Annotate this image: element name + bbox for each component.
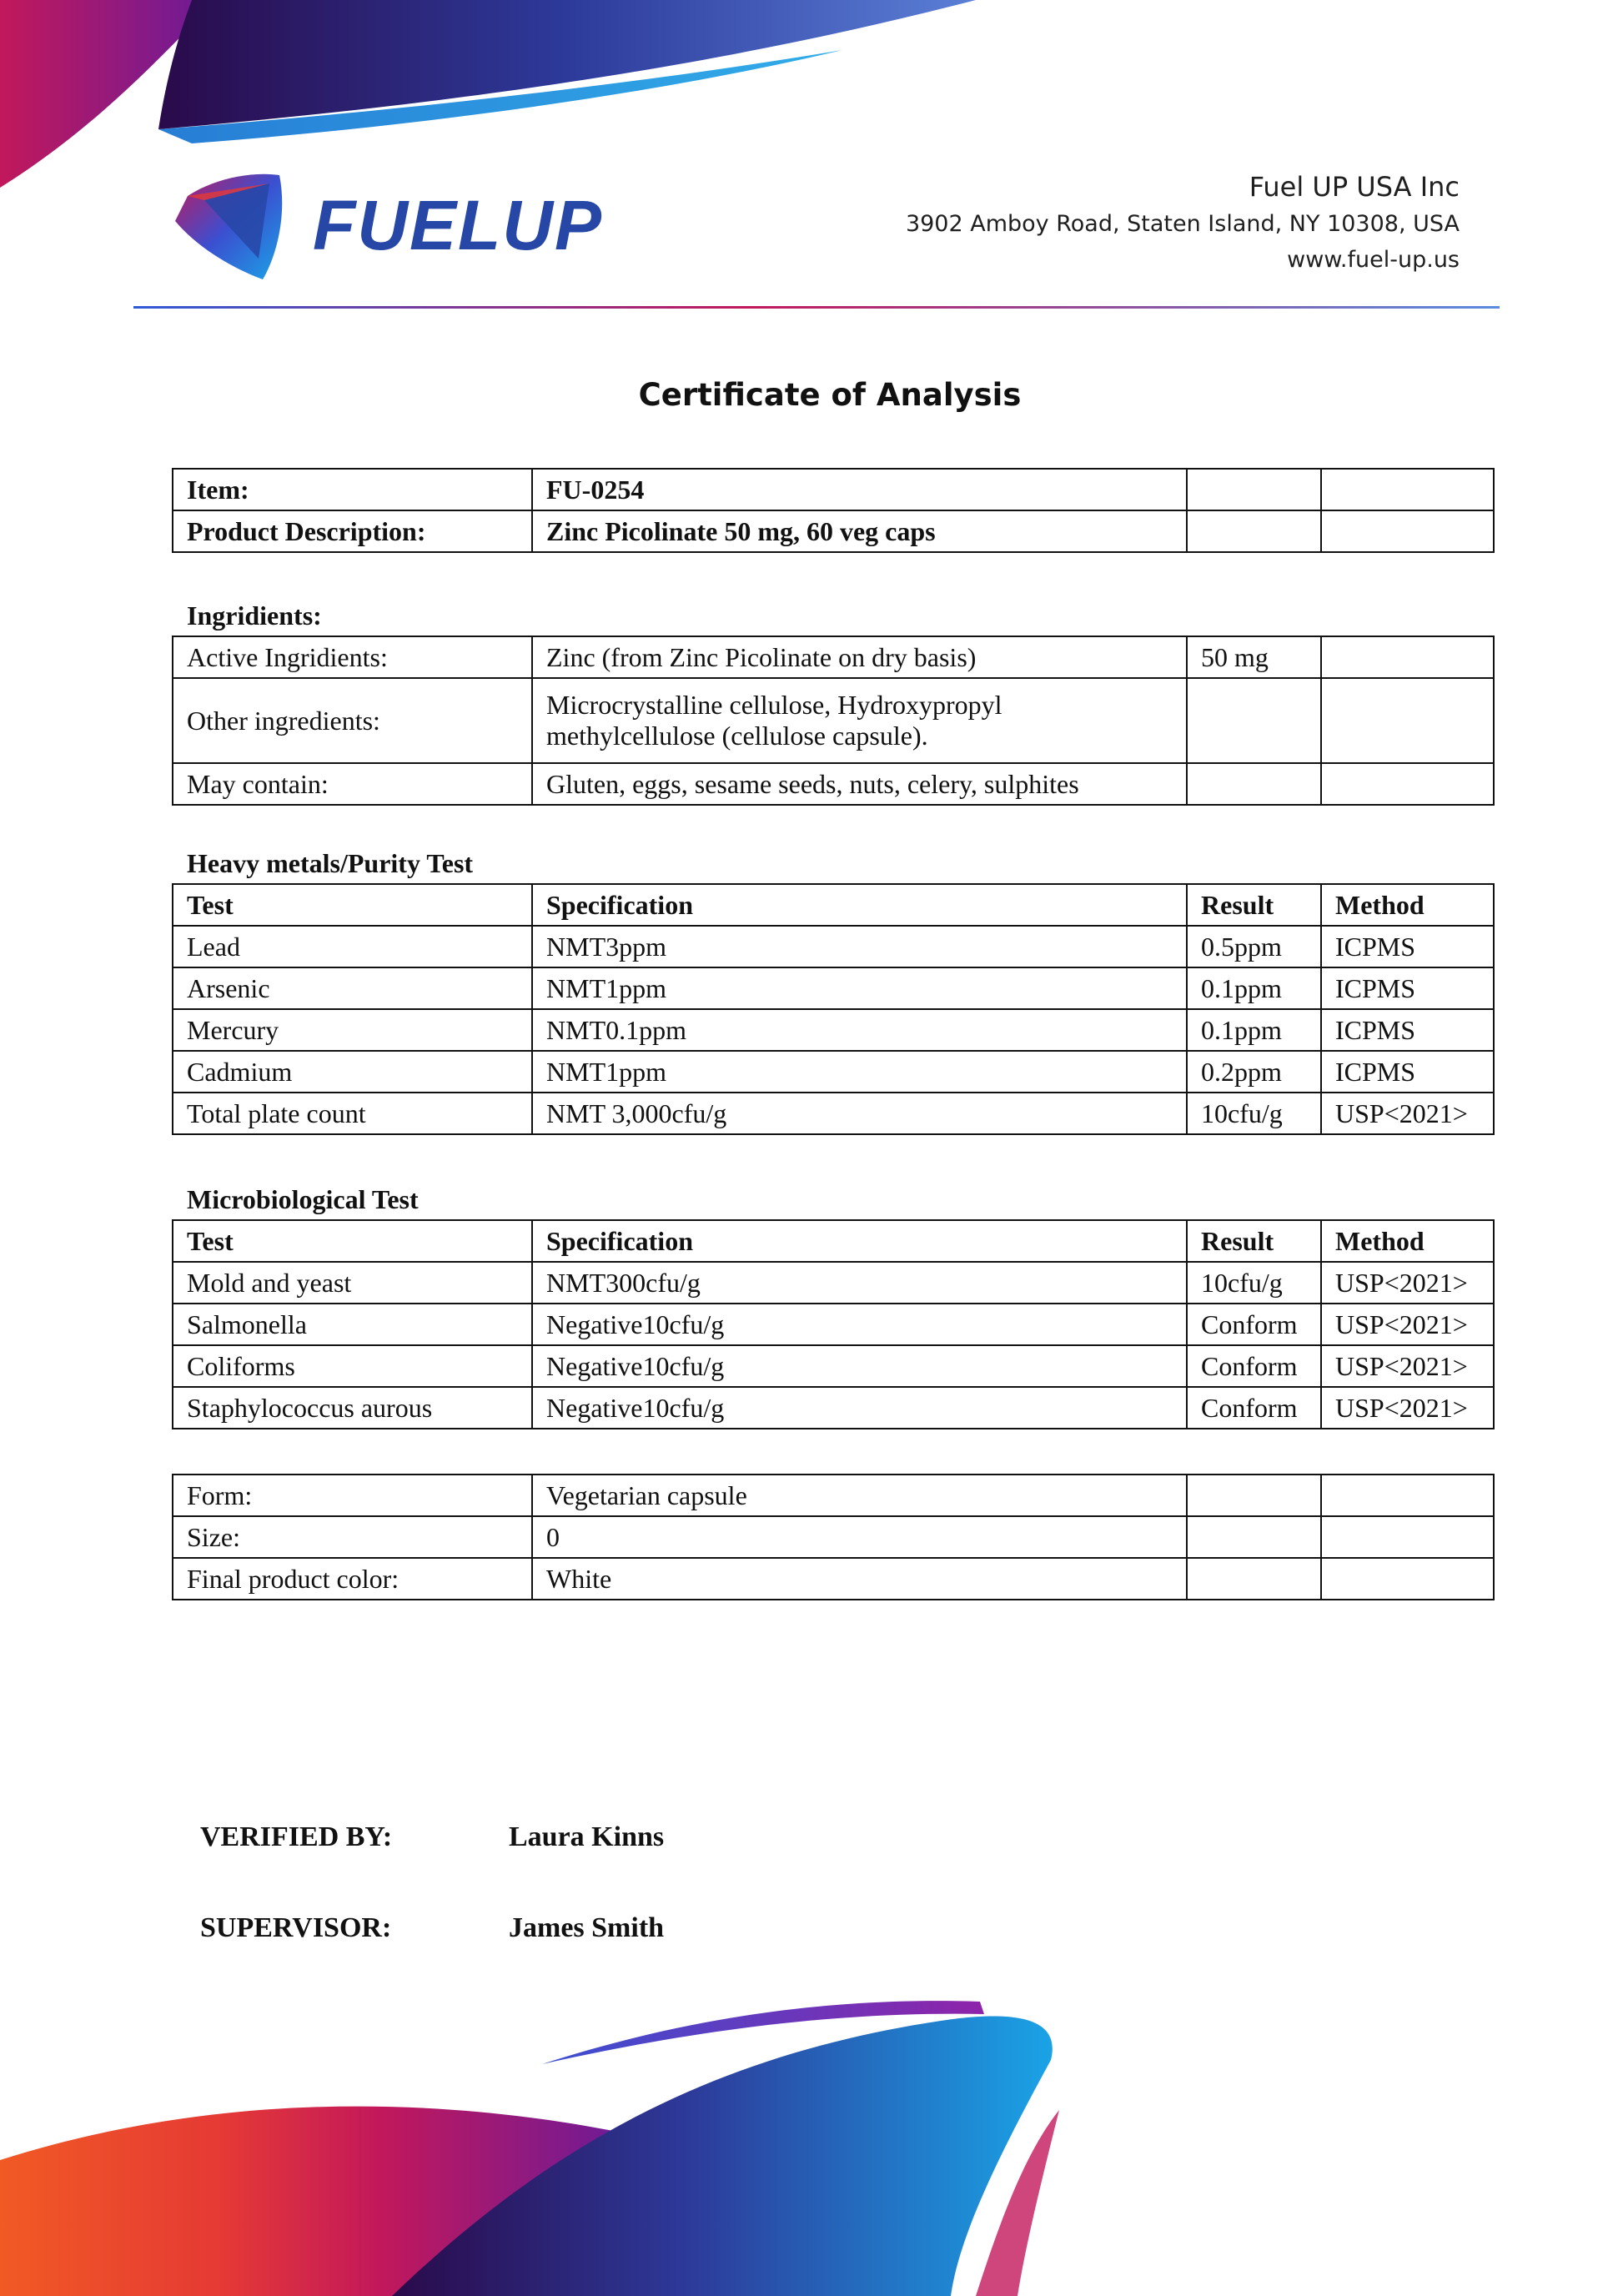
table-cell: NMT0.1ppm (532, 1009, 1187, 1051)
table-cell: Negative10cfu/g (532, 1304, 1187, 1345)
table-row (173, 1345, 1494, 1387)
table-cell: Salmonella (173, 1304, 532, 1345)
table-cell: USP<2021> (1321, 1304, 1494, 1345)
product-description-value: Zinc Picolinate 50 mg, 60 veg caps (532, 510, 1187, 552)
table-cell: NMT300cfu/g (532, 1262, 1187, 1304)
column-header: Specification (532, 1220, 1187, 1262)
may-contain-label: May contain: (173, 763, 532, 805)
document-title: Certificate of Analysis (638, 377, 1022, 413)
heavy-metals-table (172, 883, 1495, 1135)
other-ingredients-label: Other ingredients: (173, 678, 532, 763)
table-cell: USP<2021> (1321, 1345, 1494, 1387)
item-value: FU-0254 (532, 469, 1187, 510)
footer-decoration (0, 1968, 1623, 2296)
color-value: White (532, 1558, 1187, 1600)
header-divider (133, 306, 1500, 309)
ingredients-heading: Ingridients: (187, 600, 322, 631)
table-row (173, 1387, 1494, 1429)
ingredients-table (172, 636, 1495, 806)
item-label: Item: (173, 469, 532, 510)
table-row (173, 469, 1494, 510)
table-cell: Mold and yeast (173, 1262, 532, 1304)
table-cell: Staphylococcus aurous (173, 1387, 532, 1429)
column-header: Method (1321, 884, 1494, 926)
table-cell: 10cfu/g (1187, 1262, 1321, 1304)
table-cell: Coliforms (173, 1345, 532, 1387)
form-value: Vegetarian capsule (532, 1475, 1187, 1516)
table-header-row (173, 884, 1494, 926)
color-label: Final product color: (173, 1558, 532, 1600)
active-ingredients-amount: 50 mg (1187, 636, 1321, 678)
table-row (173, 678, 1494, 763)
supervisor-label: SUPERVISOR: (200, 1912, 392, 1943)
table-row (173, 967, 1494, 1009)
table-cell: Negative10cfu/g (532, 1387, 1187, 1429)
table-row (173, 1516, 1494, 1558)
table-row (173, 926, 1494, 967)
table-cell: ICPMS (1321, 926, 1494, 967)
column-header: Result (1187, 1220, 1321, 1262)
column-header: Method (1321, 1220, 1494, 1262)
table-cell: Total plate count (173, 1093, 532, 1134)
column-header: Test (173, 884, 532, 926)
table-row (173, 1009, 1494, 1051)
size-label: Size: (173, 1516, 532, 1558)
verified-by-name: Laura Kinns (509, 1821, 665, 1852)
table-cell: 0.1ppm (1187, 967, 1321, 1009)
column-header: Test (173, 1220, 532, 1262)
microbiological-table (172, 1219, 1495, 1429)
active-ingredients-value: Zinc (from Zinc Picolinate on dry basis) (532, 636, 1187, 678)
table-cell: USP<2021> (1321, 1262, 1494, 1304)
table-cell: ICPMS (1321, 967, 1494, 1009)
table-cell: Conform (1187, 1387, 1321, 1429)
table-row (173, 763, 1494, 805)
table-cell: 0.5ppm (1187, 926, 1321, 967)
table-cell: 0.2ppm (1187, 1051, 1321, 1093)
table-cell: ICPMS (1321, 1051, 1494, 1093)
product-description-label: Product Description: (173, 510, 532, 552)
table-row (173, 1304, 1494, 1345)
verified-by-label: VERIFIED BY: (200, 1821, 393, 1852)
table-cell: NMT 3,000cfu/g (532, 1093, 1187, 1134)
supervisor-name: James Smith (509, 1912, 665, 1943)
table-row (173, 1051, 1494, 1093)
heavy-metals-heading: Heavy metals/Purity Test (187, 848, 474, 878)
table-cell: Cadmium (173, 1051, 532, 1093)
table-cell: Conform (1187, 1304, 1321, 1345)
may-contain-value: Gluten, eggs, sesame seeds, nuts, celery, sulphites (532, 763, 1187, 805)
form-label: Form: (173, 1475, 532, 1516)
column-header: Result (1187, 884, 1321, 926)
active-ingredients-label: Active Ingridients: (173, 636, 532, 678)
table-cell: USP<2021> (1321, 1387, 1494, 1429)
other-ingredients-line: Microcrystalline cellulose, Hydroxypropyl (546, 690, 1002, 721)
table-cell: Conform (1187, 1345, 1321, 1387)
company-website[interactable]: www.fuel-up.us (1287, 247, 1460, 273)
table-cell: Arsenic (173, 967, 532, 1009)
table-cell: USP<2021> (1321, 1093, 1494, 1134)
table-row (173, 1475, 1494, 1516)
table-cell: Negative10cfu/g (532, 1345, 1187, 1387)
table-cell: ICPMS (1321, 1009, 1494, 1051)
table-row (173, 1558, 1494, 1600)
item-table (172, 468, 1495, 553)
fuelup-logo-icon (171, 167, 288, 284)
table-cell: Lead (173, 926, 532, 967)
table-cell: NMT3ppm (532, 926, 1187, 967)
table-row (173, 510, 1494, 552)
column-header: Specification (532, 884, 1187, 926)
table-header-row (173, 1220, 1494, 1262)
other-ingredients-line: methylcellulose (cellulose capsule). (546, 721, 928, 751)
table-row (173, 1093, 1494, 1134)
other-ingredients-value (532, 678, 1187, 763)
table-cell: 0.1ppm (1187, 1009, 1321, 1051)
form-table (172, 1474, 1495, 1600)
table-cell: 10cfu/g (1187, 1093, 1321, 1134)
company-address: 3902 Amboy Road, Staten Island, NY 10308, USA (905, 211, 1460, 237)
table-cell: NMT1ppm (532, 1051, 1187, 1093)
brand-wordmark: FUELUP (313, 186, 603, 264)
table-row (173, 1262, 1494, 1304)
table-cell: Mercury (173, 1009, 532, 1051)
microbiological-heading: Microbiological Test (187, 1184, 419, 1214)
size-value: 0 (532, 1516, 1187, 1558)
company-name: Fuel UP USA Inc (1249, 171, 1460, 203)
table-cell: NMT1ppm (532, 967, 1187, 1009)
table-row (173, 636, 1494, 678)
